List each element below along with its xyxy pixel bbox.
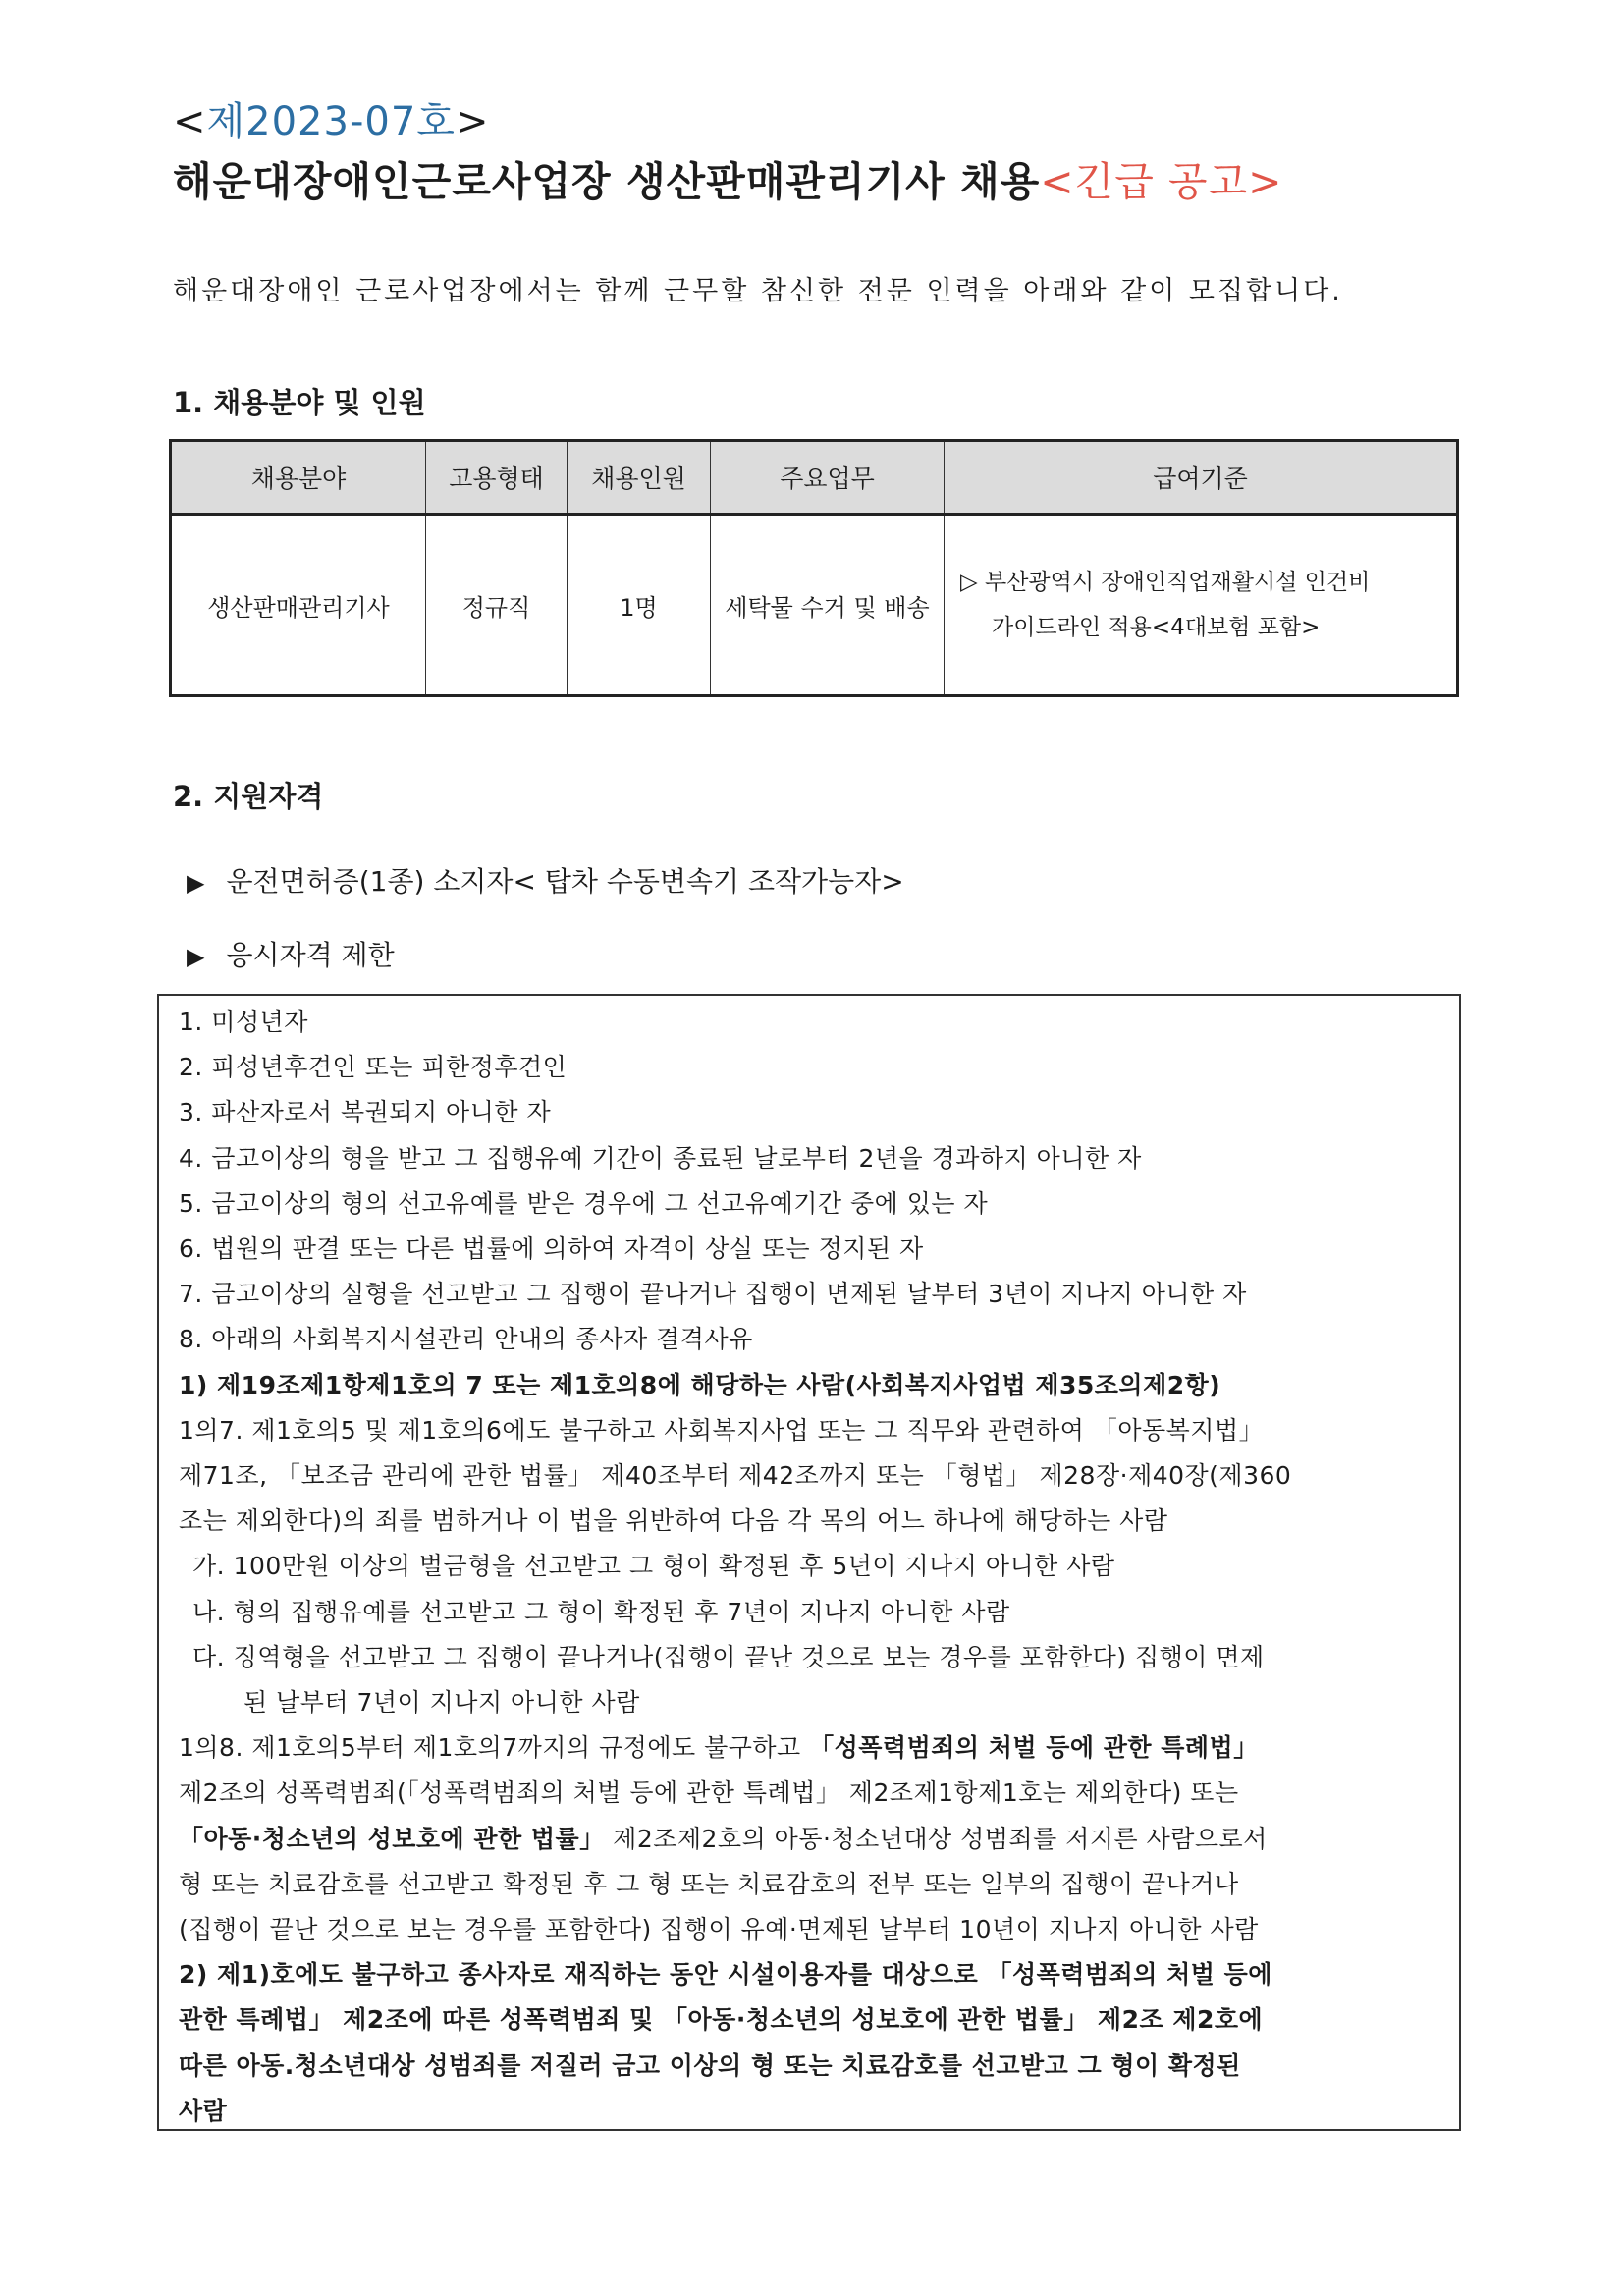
section2-title: 2. 지원자격: [173, 780, 324, 813]
table-header-row: [171, 441, 1458, 515]
clause-1-7-line: 1의7. 제1호의5 및 제1호의6에도 불구하고 사회복지사업 또는 그 직무와 관련하여 「아동복지법」: [179, 1415, 1265, 1445]
notice-bracket-open: <: [173, 99, 207, 144]
restriction-item: 6. 법원의 판결 또는 다른 법률에 의하여 자격이 상실 또는 정지된 자: [179, 1234, 924, 1264]
restriction-item: 7. 금고이상의 실형을 선고받고 그 집행이 끝나거나 집행이 면제된 날부터 3년이 지나지 아니한 자: [179, 1280, 1247, 1309]
clause-1-8-line: [179, 1817, 1459, 1862]
bullet-restriction-text: 응시자격 제한: [226, 939, 395, 971]
clause-1-7-line: 제71조, 「보조금 관리에 관한 법률」 제40조부터 제42조까지 또는 「형법」 제28장·제40장(제360: [179, 1461, 1292, 1491]
triangle-right-icon: ▶: [187, 943, 205, 970]
subsection-2-line: 따른 아동.청소년대상 성범죄를 저질러 금고 이상의 형 또는 치료감호를 선고받고 그 형이 확정된: [179, 2050, 1241, 2080]
restriction-item: 2. 피성년후견인 또는 피한정후견인: [179, 1053, 568, 1082]
page-title: [173, 149, 1282, 207]
recruitment-table: [169, 439, 1459, 697]
triangle-right-icon: ▶: [187, 869, 205, 897]
cell-pay: [945, 515, 1458, 696]
table-row: [171, 515, 1458, 696]
sub-item: 나. 형의 집행유예를 선고받고 그 형이 확정된 후 7년이 지나지 아니한 사람: [192, 1597, 1010, 1626]
restriction-item: 5. 금고이상의 형의 선고유예를 받은 경우에 그 선고유예기간 중에 있는 자: [179, 1188, 989, 1218]
bullet-restriction: [187, 934, 395, 973]
pay-line-1: ▷ 부산광역시 장애인직업재활시설 인건비: [960, 570, 1371, 595]
law-title-bold: 「성폭력범죄의 처벌 등에 관한 특례법」: [809, 1733, 1259, 1763]
header-type: 고용형태: [426, 441, 568, 515]
notice-number-text: 제2023-07호: [206, 99, 456, 144]
sub-item: 가. 100만원 이상의 벌금형을 선고받고 그 형이 확정된 후 5년이 지나지 아니한 사람: [192, 1552, 1115, 1581]
restriction-item: 4. 금고이상의 형을 받고 그 집행유예 기간이 종료된 날로부터 2년을 경과하지 아니한 자: [179, 1143, 1142, 1173]
subsection-2-line: 사람: [179, 2096, 228, 2125]
sub-item: 다. 징역형을 선고받고 그 집행이 끝나거나(집행이 끝난 것으로 보는 경우를 포함한다) 집행이 면제: [192, 1642, 1265, 1671]
clause-1-8-line: 제2조의 성폭력범죄(「성폭력범죄의 처벌 등에 관한 특례법」 제2조제1항제1호는 제외한다) 또는: [179, 1778, 1239, 1808]
clause-1-8-line: (집행이 끝난 것으로 보는 경우를 포함한다) 집행이 유예·면제된 날부터 10년이 지나지 아니한 사람: [179, 1915, 1259, 1944]
cell-count: 1명: [568, 515, 711, 696]
cell-type: 정규직: [426, 515, 568, 696]
restriction-box: [157, 994, 1461, 2131]
law-title-bold: 「아동·청소년의 성보호에 관한 법률」: [179, 1824, 605, 1853]
clause-1-8-text: 제2조제2호의 아동·청소년대상 성범죄를 저지른 사람으로서: [604, 1824, 1268, 1853]
section1-title: 1. 채용분야 및 인원: [173, 386, 426, 419]
clause-1-7-line: 조는 제외한다)의 죄를 범하거나 이 법을 위반하여 다음 각 목의 어느 하나에 해당하는 사람: [179, 1506, 1168, 1536]
restriction-item: 8. 아래의 사회복지시설관리 안내의 종사자 결격사유: [179, 1325, 753, 1354]
header-field: 채용분야: [171, 441, 426, 515]
sub-item-continued: 된 날부터 7년이 지나지 아니한 사람: [243, 1688, 640, 1718]
subsection-1-title: 1) 제19조제1항제1호의 7 또는 제1호의8에 해당하는 사람(사회복지사업법 제35조의제2항): [179, 1370, 1221, 1399]
header-count: 채용인원: [568, 441, 711, 515]
urgent-tag: <긴급 공고>: [1040, 158, 1283, 205]
cell-field: 생산판매관리기사: [171, 515, 426, 696]
subsection-2-line: 2) 제1)호에도 불구하고 종사자로 재직하는 동안 시설이용자를 대상으로 「성폭력범죄의 처벌 등에: [179, 1960, 1272, 1990]
restriction-item: 3. 파산자로서 복권되지 아니한 자: [179, 1098, 552, 1127]
bullet-license-text: 운전면허증(1종) 소지자< 탑차 수동변속기 조작가능자>: [226, 865, 904, 898]
clause-1-8-line: [179, 1725, 1459, 1771]
cell-duty: 세탁물 수거 및 배송: [711, 515, 945, 696]
clause-1-8-line: 형 또는 치료감호를 선고받고 확정된 후 그 형 또는 치료감호의 전부 또는 일부의 집행이 끝나거나: [179, 1869, 1239, 1898]
restriction-item: 1. 미성년자: [179, 1008, 308, 1036]
pay-line-2: 가이드라인 적용<4대보험 포함>: [992, 615, 1321, 640]
clause-1-8-text: 1의8. 제1호의5부터 제1호의7까지의 규정에도 불구하고: [179, 1733, 810, 1763]
notice-bracket-close: >: [455, 99, 490, 144]
notice-number: [173, 90, 489, 146]
title-main: 해운대장애인근로사업장 생산판매관리기사 채용: [173, 158, 1041, 205]
header-duty: 주요업무: [711, 441, 945, 515]
intro-text: 해운대장애인 근로사업장에서는 함께 근무할 참신한 전문 인력을 아래와 같이 모집합니다.: [173, 276, 1343, 306]
header-pay: 급여기준: [945, 441, 1458, 515]
subsection-2-line: 관한 특례법」 제2조에 따른 성폭력범죄 및 「아동·청소년의 성보호에 관한 법률」 제2조 제2호에: [179, 2005, 1264, 2035]
bullet-license: [187, 860, 904, 900]
